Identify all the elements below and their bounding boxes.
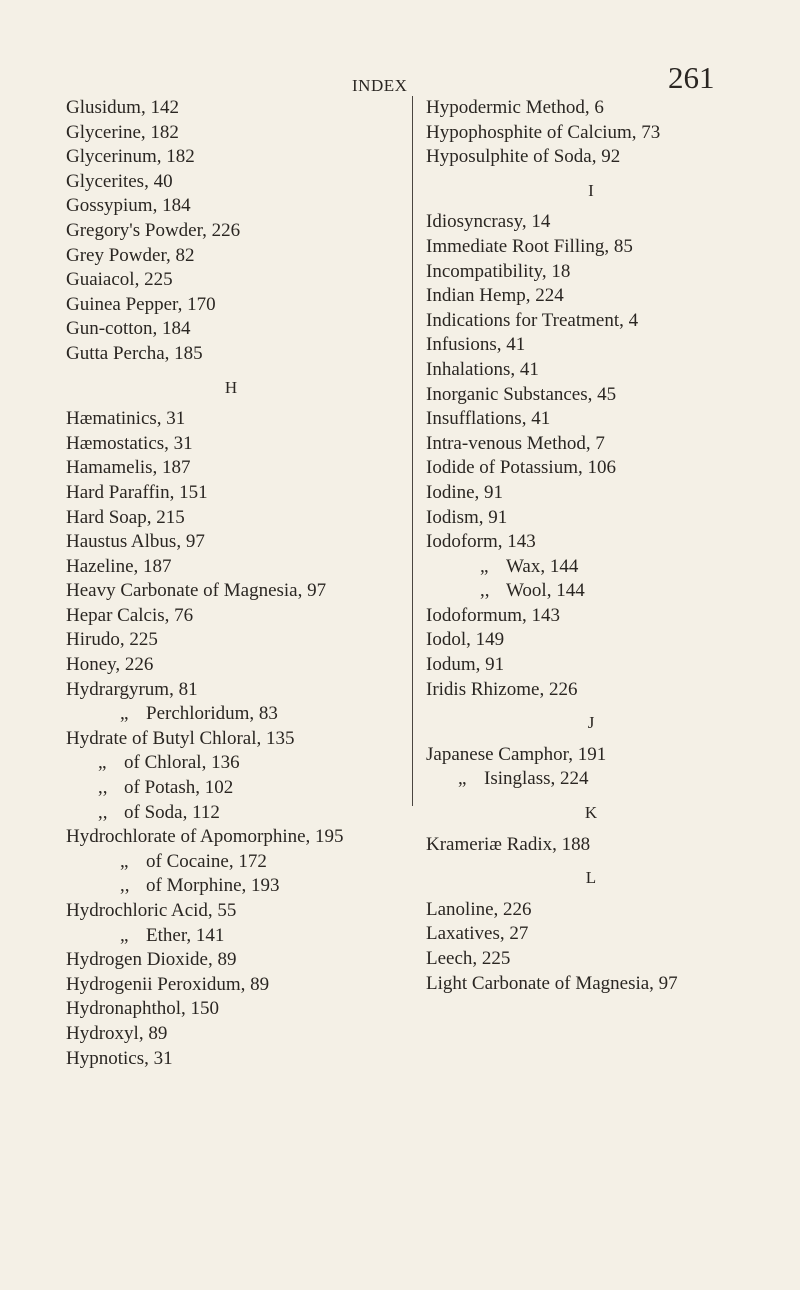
index-entry: Guaiacol, 225 — [66, 269, 173, 291]
subentry-text: Wax, 144 — [506, 555, 579, 577]
index-entry: Incompatibility, 18 — [426, 260, 571, 282]
index-entry: Glycerites, 40 — [66, 170, 173, 192]
subentry-text: Ether, 141 — [146, 924, 225, 946]
index-entry: Hard Paraffin, 151 — [66, 481, 208, 503]
index-entry: Idiosyncrasy, 14 — [426, 211, 551, 233]
index-entry: Japanese Camphor, 191 — [426, 743, 607, 765]
subentry-text: of Soda, 112 — [124, 801, 220, 823]
index-entry: Hazeline, 187 — [66, 555, 172, 577]
index-entry: Iodine, 91 — [426, 481, 504, 503]
column-divider — [412, 96, 413, 806]
index-entry: Hyposulphite of Soda, 92 — [426, 146, 621, 168]
index-column-left — [66, 96, 396, 1071]
index-entry: Glycerinum, 182 — [66, 146, 195, 168]
page-number: 261 — [668, 60, 715, 95]
index-subentry — [426, 579, 756, 604]
index-entry: Hydrochloric Acid, 55 — [66, 900, 237, 921]
ditto-mark: „ — [120, 703, 129, 725]
index-entry: Glycerine, 182 — [66, 121, 179, 143]
index-entry: Guinea Pepper, 170 — [66, 293, 216, 315]
index-entry: Hydronaphthol, 150 — [66, 998, 220, 1020]
index-subentry — [66, 874, 396, 899]
index-entry: Iodide of Potassium, 106 — [426, 457, 616, 479]
index-entry: Iodism, 91 — [426, 506, 508, 528]
index-entry: Gossypium, 184 — [66, 195, 191, 217]
index-subentry — [66, 924, 396, 949]
index-entry: Gutta Percha, 185 — [66, 342, 203, 364]
index-entry: Heavy Carbonate of Magnesia, 97 — [66, 580, 327, 602]
index-entry: Insufflations, 41 — [426, 408, 551, 430]
ditto-mark: „ — [120, 924, 129, 946]
subentry-text: of Cocaine, 172 — [146, 850, 267, 872]
subentry-text: of Morphine, 193 — [146, 875, 280, 897]
subentry-text: Isinglass, 224 — [484, 768, 589, 790]
section-letter: K — [584, 803, 598, 823]
index-entry: Leech, 225 — [426, 948, 511, 969]
ditto-mark: ,, — [98, 801, 108, 823]
ditto-mark: ,, — [120, 875, 130, 897]
index-entry: Hydrogen Dioxide, 89 — [66, 949, 237, 971]
index-subentry — [66, 776, 396, 801]
subentry-text: of Potash, 102 — [124, 777, 234, 799]
index-entry: Hypnotics, 31 — [66, 1047, 173, 1069]
index-entry: Gregory's Powder, 226 — [66, 219, 241, 241]
index-entry: Indications for Treatment, 4 — [426, 309, 639, 331]
index-entry: Immediate Root Filling, 85 — [426, 235, 633, 257]
index-column-right — [426, 96, 756, 996]
index-entry: Iridis Rhizome, 226 — [426, 678, 578, 700]
index-entry: Hydroxyl, 89 — [66, 1022, 168, 1044]
index-entry: Iodum, 91 — [426, 654, 505, 676]
index-subentry — [66, 850, 396, 875]
ditto-mark: „ — [480, 555, 489, 577]
index-entry: Hepar Calcis, 76 — [66, 604, 194, 626]
subentry-text: of Chloral, 136 — [124, 752, 240, 774]
index-entry: Gun-cotton, 184 — [66, 318, 191, 340]
index-entry: Glusidum, 142 — [66, 97, 179, 118]
index-subentry — [66, 751, 396, 776]
section-letter: L — [585, 868, 597, 888]
index-entry: Iodoformum, 143 — [426, 604, 561, 626]
section-letter: I — [588, 180, 594, 200]
index-entry: Iodol, 149 — [426, 629, 505, 651]
index-entry: Hæmatinics, 31 — [66, 408, 186, 430]
subentry-text: Wool, 144 — [506, 580, 585, 602]
index-subentry — [66, 801, 396, 826]
index-entry: Hydrate of Butyl Chloral, 135 — [66, 727, 295, 749]
ditto-mark: ,, — [480, 580, 490, 602]
index-subentry — [426, 767, 756, 792]
ditto-mark: „ — [458, 768, 467, 790]
index-entry: Honey, 226 — [66, 654, 154, 676]
subentry-text: Perchloridum, 83 — [146, 703, 278, 725]
index-entry: Laxatives, 27 — [426, 923, 529, 945]
section-letter: J — [587, 713, 595, 733]
index-entry: Light Carbonate of Magnesia, 97 — [426, 972, 678, 994]
index-entry: Hydrargyrum, 81 — [66, 678, 198, 700]
index-entry: Lanoline, 226 — [426, 898, 532, 920]
index-entry: Inhalations, 41 — [426, 358, 539, 380]
index-entry: Hydrochlorate of Apomorphine, 195 — [66, 826, 344, 848]
index-entry: Grey Powder, 82 — [66, 244, 195, 266]
ditto-mark: ,, — [98, 777, 108, 799]
running-header: INDEX — [352, 76, 408, 95]
index-entry: Intra-venous Method, 7 — [426, 432, 605, 454]
index-entry: Hirudo, 225 — [66, 629, 158, 651]
index-entry: Hydrogenii Peroxidum, 89 — [66, 973, 270, 995]
index-entry: Hard Soap, 215 — [66, 506, 185, 528]
section-letter: H — [224, 377, 238, 397]
index-entry: Indian Hemp, 224 — [426, 285, 564, 307]
index-entry: Hypophosphite of Calcium, 73 — [426, 121, 661, 143]
ditto-mark: „ — [98, 752, 107, 774]
index-entry: Haustus Albus, 97 — [66, 531, 205, 553]
index-entry: Krameriæ Radix, 188 — [426, 833, 591, 855]
index-entry: Infusions, 41 — [426, 334, 526, 356]
index-entry: Hæmostatics, 31 — [66, 432, 193, 454]
index-subentry — [426, 555, 756, 580]
ditto-mark: „ — [120, 850, 129, 872]
index-entry: Inorganic Substances, 45 — [426, 383, 617, 405]
index-entry: Hamamelis, 187 — [66, 457, 191, 479]
index-entry: Iodoform, 143 — [426, 531, 536, 553]
index-entry: Hypodermic Method, 6 — [426, 97, 604, 118]
index-subentry — [66, 702, 396, 727]
